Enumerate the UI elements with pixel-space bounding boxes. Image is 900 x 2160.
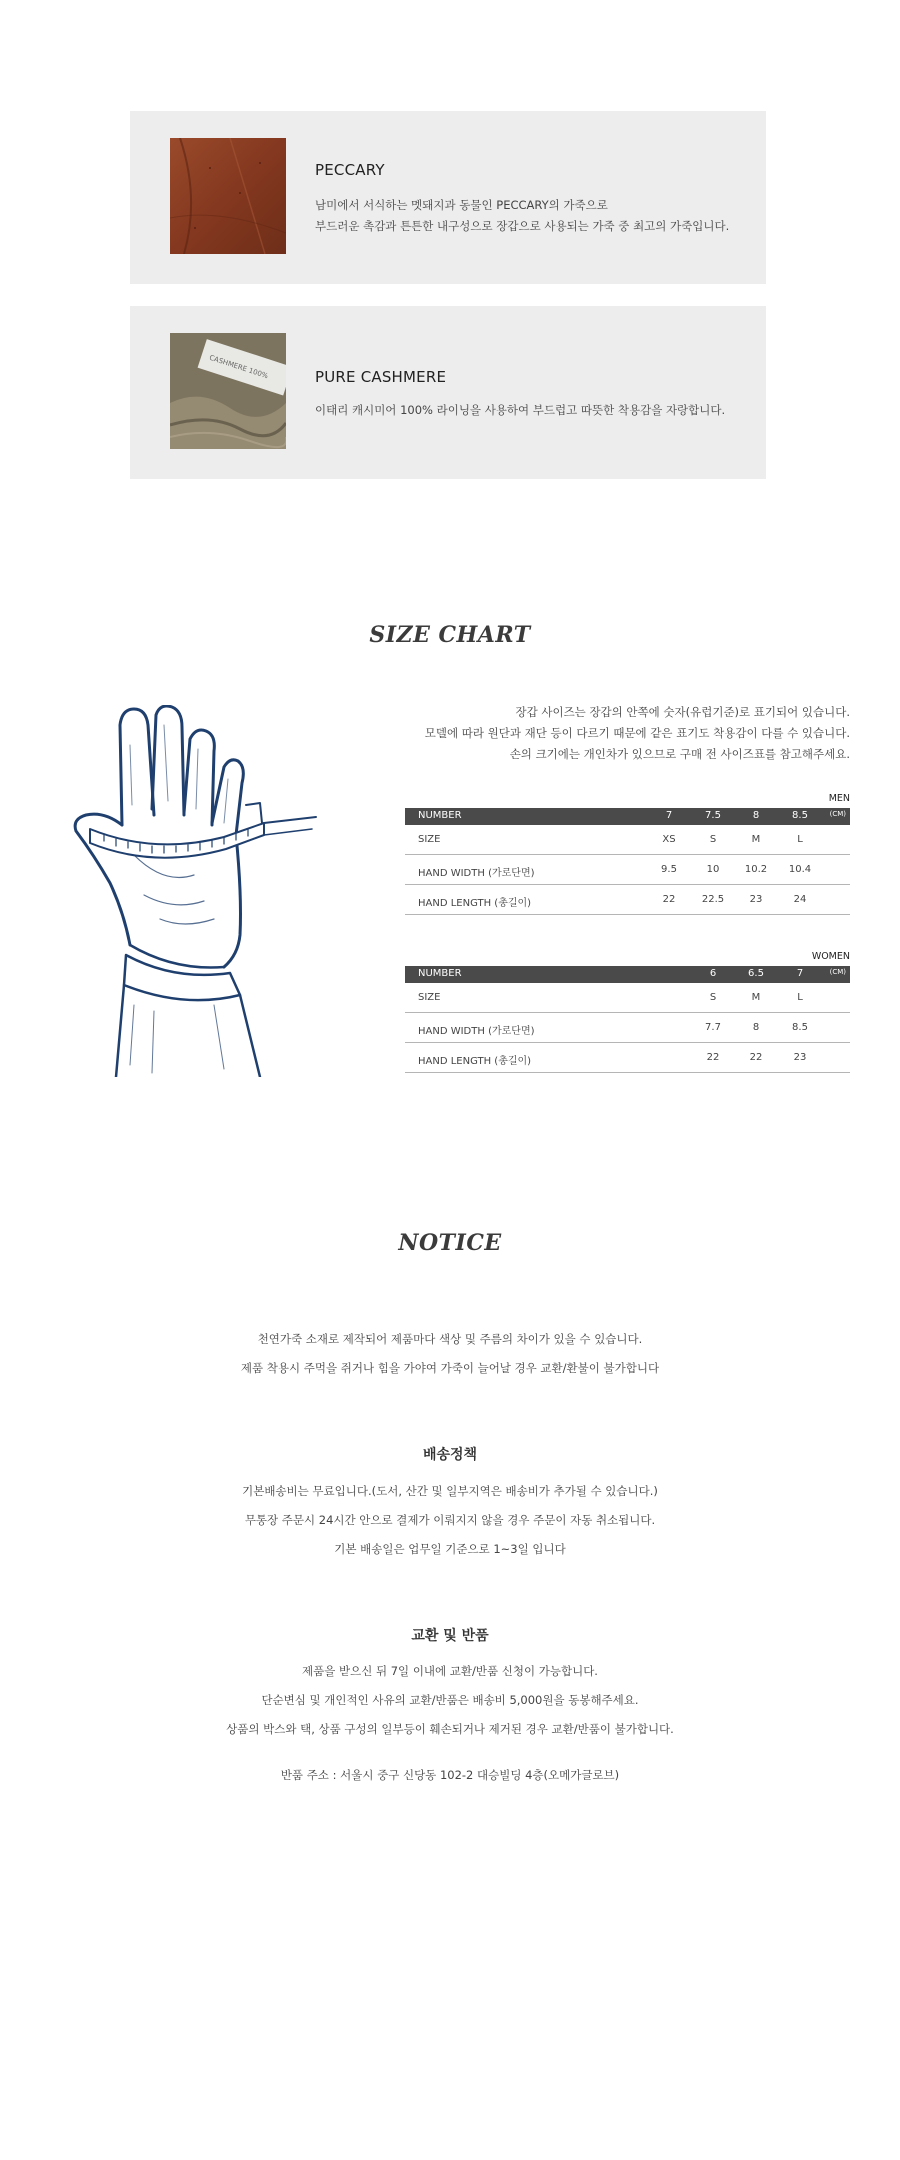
swatch-label-text: CASHMERE 100% [208,353,270,381]
table-cell: S [709,992,717,1003]
table-cell: 7.7 [705,1022,721,1033]
size-number: 7.5 [705,810,721,821]
women-size-table [405,949,850,1073]
size-number: 6 [709,968,717,979]
size-number: 8 [752,810,760,821]
returns-policy-title: 교환 및 반품 [411,1628,489,1644]
row-label: SIZE [418,834,441,845]
notice-text [0,1325,900,1383]
material-description [315,400,725,421]
table-cell: L [797,834,803,845]
note-line: 모델에 따라 원단과 재단 등이 다르기 때문에 같은 표기도 착용감이 다를 수 있습니다. [424,726,850,740]
table-cell: S [709,834,717,845]
table-cell: 22.5 [701,894,725,905]
table-cell: 10.4 [788,864,812,875]
table-row [405,1013,850,1043]
row-label: SIZE [418,992,441,1003]
men-size-table [405,791,850,915]
men-label: MEN [828,793,850,804]
material-card-cashmere [130,306,766,479]
table-row [405,825,850,855]
table-cell: 9.5 [661,864,677,875]
size-chart-title: SIZE CHART [369,622,531,648]
row-label: HAND LENGTH (총길이) [418,898,532,909]
shipping-line: 무통장 주문시 24시간 안으로 결제가 이뤄지지 않을 경우 주문이 자동 취소됩니다. [244,1513,656,1527]
table-cell: M [751,992,761,1003]
row-label: HAND LENGTH (총길이) [418,1056,532,1067]
return-address: 반품 주소 : 서울시 중구 신당동 102-2 대승빌딩 4층(오메가글로브) [280,1768,620,1782]
description-line: 남미에서 서식하는 멧돼지과 동물인 PECCARY의 가죽으로 [315,198,608,212]
cashmere-lining-swatch [170,333,286,449]
table-cell: 22 [749,1052,763,1063]
peccary-leather-swatch [170,138,286,254]
table-cell: XS [662,834,676,845]
table-cell: M [751,834,761,845]
material-title: PURE CASHMERE [315,368,447,386]
notice-title: NOTICE [398,1230,502,1256]
table-cell: 10.2 [744,864,768,875]
shipping-line: 기본배송비는 무료입니다.(도서, 산간 및 일부지역은 배송비가 추가될 수 있습니다.) [242,1484,658,1498]
shipping-line: 기본 배송일은 업무일 기준으로 1~3일 입니다 [334,1542,566,1556]
header-label: NUMBER [418,810,462,821]
women-label: WOMEN [811,951,850,962]
row-label: HAND WIDTH (가로단면) [418,1026,535,1037]
table-cell: 8 [752,1022,760,1033]
description-line: 부드러운 촉감과 튼튼한 내구성으로 장갑으로 사용되는 가죽 중 최고의 가죽입니다. [315,219,730,233]
description-line: 이태리 캐시미어 100% 라이닝을 사용하여 부드럽고 따뜻한 착용감을 자랑합니다. [315,403,726,417]
notice-line: 천연가죽 소재로 제작되어 제품마다 색상 및 주름의 차이가 있을 수 있습니다. [257,1332,643,1346]
size-number: 6.5 [748,968,764,979]
table-cell: 23 [749,894,763,905]
size-number: 7 [796,968,804,979]
header-label: NUMBER [418,968,462,979]
table-cell: 22 [662,894,676,905]
table-cell: L [797,992,803,1003]
shipping-policy-title: 배송정책 [422,1447,478,1463]
table-cell: 23 [793,1052,807,1063]
shipping-policy-text [0,1477,900,1564]
hand-measuring-tape-icon [64,705,329,1077]
returns-line: 단순변심 및 개인적인 사유의 교환/반품은 배송비 5,000원을 동봉해주세요. [261,1693,639,1707]
size-chart-notes [425,702,850,765]
returns-line: 제품을 받으신 뒤 7일 이내에 교환/반품 신청이 가능합니다. [302,1664,598,1678]
notice-line: 제품 착용시 주먹을 쥐거나 힘을 가야여 가죽이 늘어날 경우 교환/환불이 불가합니다 [240,1361,660,1375]
note-line: 손의 크기에는 개인차가 있으므로 구매 전 사이즈표를 참고해주세요. [509,747,850,761]
unit-label: (CM) [829,810,846,818]
returns-policy-text [0,1657,900,1744]
material-description [315,195,729,237]
table-row [405,1043,850,1073]
table-cell: 10 [706,864,720,875]
returns-line: 상품의 박스와 택, 상품 구성의 일부등이 훼손되거나 제거된 경우 교환/반품이 불가합니다. [226,1722,674,1736]
material-card-peccary [130,111,766,284]
table-cell: 22 [706,1052,720,1063]
size-number: 8.5 [792,810,808,821]
table-header-row [405,808,850,825]
row-label: HAND WIDTH (가로단면) [418,868,535,879]
size-number: 7 [665,810,673,821]
table-row [405,885,850,915]
note-line: 장갑 사이즈는 장갑의 안쪽에 숫자(유럽기준)로 표기되어 있습니다. [515,705,850,719]
table-row [405,983,850,1013]
table-header-row [405,966,850,983]
table-cell: 8.5 [792,1022,808,1033]
unit-label: (CM) [829,968,846,976]
table-cell: 24 [793,894,807,905]
table-row [405,855,850,885]
material-title: PECCARY [315,161,385,179]
